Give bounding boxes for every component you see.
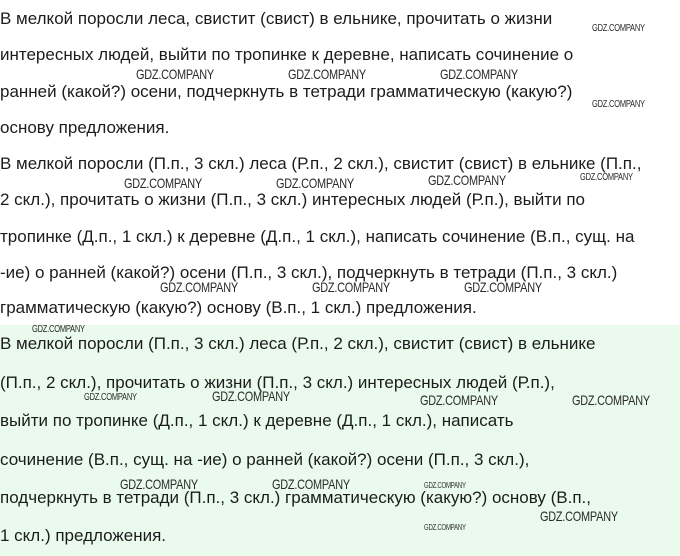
watermark: GDZ.COMPANY	[592, 99, 645, 110]
text-line: выйти по тропинке (Д.п., 1 скл.) к деревне (Д.п., 1 скл.), написать	[0, 411, 514, 430]
watermark: GDZ.COMPANY	[212, 388, 290, 404]
text-line: В мелкой поросли леса, свистит (свист) в ельнике, прочитать о жизни	[0, 9, 553, 28]
text-line: основу предложения.	[0, 118, 170, 137]
watermark: GDZ.COMPANY	[160, 279, 238, 295]
watermark: GDZ.COMPANY	[464, 279, 542, 295]
text-line: 1 скл.) предложения.	[0, 526, 167, 545]
watermark: GDZ.COMPANY	[440, 66, 518, 82]
watermark: GDZ.COMPANY	[424, 481, 466, 490]
watermark: GDZ.COMPANY	[420, 392, 498, 408]
watermark: GDZ.COMPANY	[120, 476, 198, 492]
text-line: интересных людей, выйти по тропинке к деревне, написать сочинение о	[0, 45, 574, 64]
text-line: -ие) о ранней (какой?) осени (П.п., 3 скл.), подчеркнуть в тетради (П.п., 3 скл.)	[0, 263, 618, 282]
watermark: GDZ.COMPANY	[288, 66, 366, 82]
watermark: GDZ.COMPANY	[592, 23, 645, 34]
watermark: GDZ.COMPANY	[84, 392, 137, 403]
text-line: тропинке (Д.п., 1 скл.) к деревне (Д.п., 1 скл.), написать сочинение (В.п., сущ. на	[0, 227, 635, 246]
text-line: (П.п., 2 скл.), прочитать о жизни (П.п., 3 скл.) интересных людей (Р.п.),	[0, 373, 555, 392]
watermark: GDZ.COMPANY	[540, 508, 618, 524]
watermark: GDZ.COMPANY	[312, 279, 390, 295]
text-line: В мелкой поросли (П.п., 3 скл.) леса (Р.п., 2 скл.), свистит (свист) в ельнике (П.п.,	[0, 154, 642, 173]
text-line: 2 скл.), прочитать о жизни (П.п., 3 скл.) интересных людей (Р.п.), выйти по	[0, 190, 585, 209]
watermark: GDZ.COMPANY	[572, 392, 650, 408]
text-line: подчеркнуть в тетради (П.п., 3 скл.) грамматическую (какую?) основу (В.п.,	[0, 488, 592, 507]
text-line: В мелкой поросли (П.п., 3 скл.) леса (Р.п., 2 скл.), свистит (свист) в ельнике	[0, 334, 596, 353]
watermark: GDZ.COMPANY	[580, 172, 633, 183]
watermark: GDZ.COMPANY	[276, 175, 354, 191]
text-line: сочинение (В.п., сущ. на -ие) о ранней (какой?) осени (П.п., 3 скл.),	[0, 450, 530, 469]
text-line: ранней (какой?) осени, подчеркнуть в тетради грамматическую (какую?)	[0, 82, 573, 101]
watermark: GDZ.COMPANY	[424, 523, 466, 532]
watermark: GDZ.COMPANY	[136, 66, 214, 82]
watermark: GDZ.COMPANY	[272, 476, 350, 492]
watermark: GDZ.COMPANY	[32, 324, 85, 335]
paragraph-2	[0, 145, 680, 325]
watermark: GDZ.COMPANY	[428, 172, 506, 188]
watermark: GDZ.COMPANY	[124, 175, 202, 191]
text-line: грамматическую (какую?) основу (В.п., 1 скл.) предложения.	[0, 298, 477, 317]
